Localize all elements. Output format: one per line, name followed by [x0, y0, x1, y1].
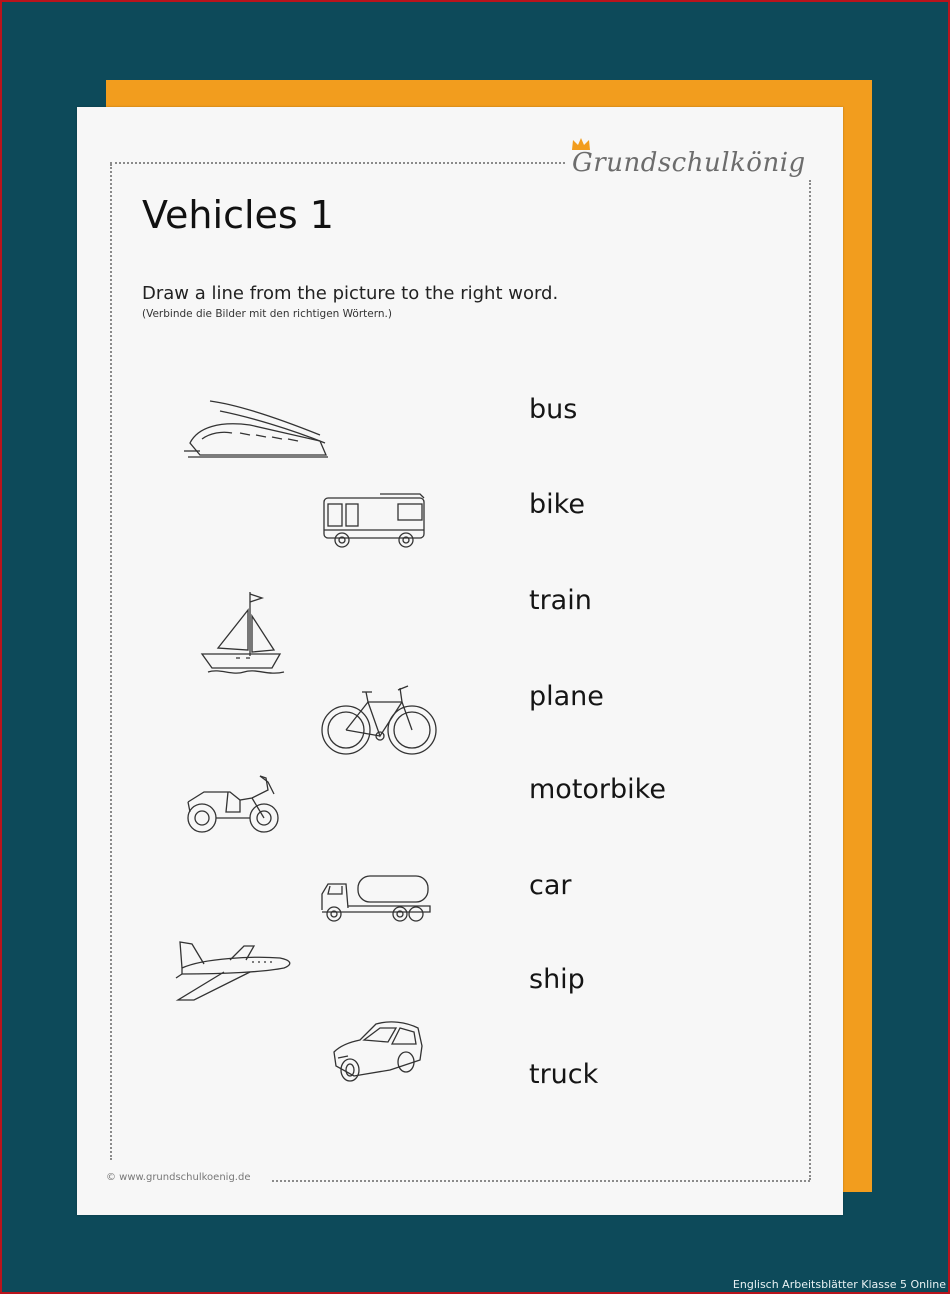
truck-icon	[318, 872, 432, 924]
dotted-border-right	[809, 180, 811, 1180]
instruction-subtext: (Verbinde die Bilder mit den richtigen Wörtern.)	[142, 308, 392, 320]
plane-icon	[174, 938, 296, 1004]
word-item: motorbike	[529, 774, 666, 805]
ship-icon	[196, 588, 292, 680]
word-item: car	[529, 870, 572, 901]
word-item: train	[529, 585, 592, 616]
motorbike-icon	[180, 772, 284, 836]
bus-icon	[320, 490, 430, 552]
page-title: Vehicles 1	[142, 193, 334, 237]
word-item: ship	[529, 964, 585, 995]
train-icon	[180, 395, 330, 461]
brand-logo	[566, 136, 826, 186]
word-item: bus	[529, 394, 578, 425]
word-item: truck	[529, 1059, 599, 1090]
logo-text: Grundschulkönig	[572, 148, 806, 178]
worksheet-page	[77, 107, 843, 1215]
footer-url: © www.grundschulkoenig.de	[106, 1172, 251, 1183]
watermark-caption: Englisch Arbeitsblätter Klasse 5 Online	[732, 1278, 946, 1291]
word-item: bike	[529, 489, 585, 520]
dotted-border-left	[110, 164, 112, 1160]
dotted-border-top	[110, 162, 565, 164]
car-icon	[330, 1018, 426, 1088]
dotted-border-bottom	[272, 1180, 810, 1182]
bike-icon	[318, 680, 440, 760]
word-item: plane	[529, 681, 604, 712]
instruction-text: Draw a line from the picture to the right word.	[142, 283, 559, 304]
